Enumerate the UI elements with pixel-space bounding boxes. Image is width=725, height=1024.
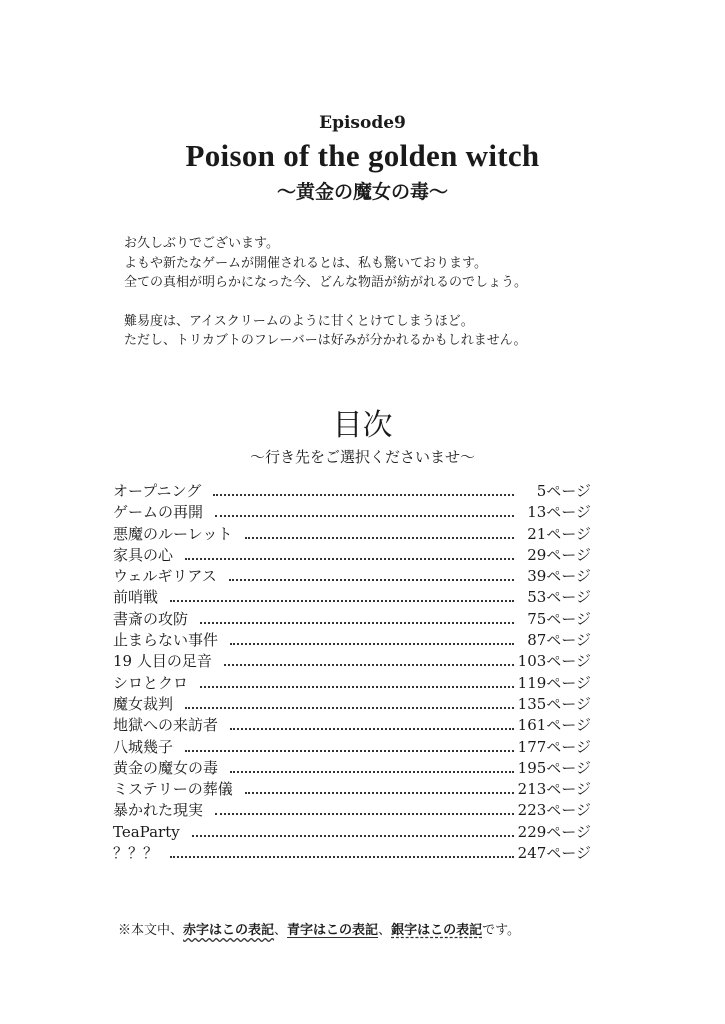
toc-title: 目次 — [332, 408, 393, 443]
page-number: 21 — [527, 524, 547, 543]
page-suffix: ページ — [546, 545, 591, 564]
dot-leader — [230, 728, 514, 730]
footnote-prefix: ※本文中、 — [118, 923, 184, 938]
page-number: 53 — [527, 588, 547, 607]
toc-item-page — [516, 694, 591, 715]
episode-header — [0, 112, 725, 206]
dot-leader — [170, 856, 514, 858]
page-number: 75 — [527, 609, 547, 628]
episode-subtitle: 〜黄金の魔女の毒〜 — [276, 181, 448, 203]
episode-number: Episode9 — [319, 113, 406, 133]
page-number: 177 — [517, 737, 547, 756]
toc-item-page — [516, 609, 591, 630]
footnote-separator: 、 — [274, 923, 288, 938]
episode-title: Poison of the golden witch — [185, 138, 540, 173]
toc-item-label: ミステリーの葬儀 — [113, 780, 233, 799]
toc-item-page — [516, 587, 591, 608]
page-number: 5 — [536, 482, 547, 500]
toc-item-label: シロとクロ — [113, 673, 189, 692]
footnote-suffix: です。 — [482, 923, 521, 938]
toc-item[interactable] — [113, 481, 591, 502]
dot-leader — [192, 835, 515, 837]
toc-item-label: 悪魔のルーレット — [113, 524, 233, 543]
red-text-example: 赤字はこの表記 — [183, 923, 275, 938]
page-suffix: ページ — [546, 588, 591, 607]
toc-item-label: ゲームの再開 — [113, 503, 204, 522]
page-suffix: ページ — [546, 716, 591, 735]
toc-item-page — [516, 843, 591, 864]
page-number: 161 — [517, 716, 547, 735]
toc-item[interactable] — [113, 673, 591, 694]
toc-item-label: ？？？ — [113, 844, 159, 863]
toc-item[interactable] — [113, 566, 591, 587]
dot-leader — [215, 515, 514, 517]
page-number: 29 — [527, 545, 547, 564]
toc-item[interactable] — [113, 822, 591, 843]
toc-item[interactable] — [113, 630, 591, 651]
toc-item-label: 黄金の魔女の毒 — [113, 758, 219, 777]
toc-item-label: オープニング — [113, 482, 202, 500]
page-number: 229 — [517, 822, 547, 841]
page-suffix: ページ — [546, 822, 591, 841]
toc-item[interactable] — [113, 694, 591, 715]
dot-leader — [200, 622, 514, 624]
toc-item-page — [516, 779, 591, 800]
page-number: 135 — [517, 694, 547, 713]
page-suffix: ページ — [546, 567, 591, 586]
toc-item-label: TeaParty — [113, 822, 180, 841]
toc-item[interactable] — [113, 587, 591, 608]
page-number: 223 — [517, 801, 547, 820]
toc-item-label: 止まらない事件 — [113, 631, 219, 650]
page-suffix: ページ — [546, 844, 591, 863]
page-suffix: ページ — [546, 801, 591, 820]
toc-item[interactable] — [113, 715, 591, 736]
toc-item-page — [516, 822, 591, 843]
dot-leader — [245, 792, 515, 794]
toc-item-label: 暴かれた現実 — [113, 801, 204, 820]
toc-item[interactable] — [113, 545, 591, 566]
page-suffix: ページ — [546, 503, 591, 522]
toc-item-page — [516, 737, 591, 758]
dot-leader — [245, 537, 515, 539]
blue-text-example: 青字はこの表記 — [287, 923, 379, 938]
footnote — [118, 921, 678, 941]
table-of-contents — [113, 481, 591, 864]
page-suffix: ページ — [546, 737, 591, 756]
page-suffix: ページ — [546, 631, 591, 650]
page-number: 195 — [517, 758, 547, 777]
toc-item[interactable] — [113, 779, 591, 800]
page-suffix: ページ — [546, 780, 591, 799]
toc-item[interactable] — [113, 800, 591, 821]
toc-item-page — [516, 651, 591, 672]
page-number: 103 — [517, 652, 547, 671]
page-number: 213 — [517, 780, 547, 799]
page-suffix: ページ — [546, 609, 591, 628]
toc-item-label: 家具の心 — [113, 545, 174, 564]
dot-leader — [185, 707, 514, 709]
intro-text — [124, 234, 604, 351]
toc-item[interactable] — [113, 843, 591, 864]
intro-line: ただし、トリカブトのフレーバーは好みが分かれるかもしれません。 — [124, 333, 527, 348]
toc-item[interactable] — [113, 651, 591, 672]
dot-leader — [200, 686, 514, 688]
silver-text-example: 銀字はこの表記 — [391, 923, 483, 938]
dot-leader — [230, 771, 514, 773]
dot-leader — [185, 750, 514, 752]
page-suffix: ページ — [546, 694, 591, 713]
dot-leader — [215, 813, 514, 815]
toc-item-page — [516, 566, 591, 587]
dot-leader — [229, 579, 514, 581]
toc-item-page — [516, 502, 591, 523]
toc-item-label: ウェルギリアス — [113, 567, 217, 586]
page-suffix: ページ — [546, 673, 591, 692]
toc-item-page — [516, 715, 591, 736]
page-number: 39 — [527, 567, 547, 586]
intro-line: よもや新たなゲームが開催されるとは、私も驚いております。 — [124, 255, 487, 271]
toc-subtitle: 〜行き先をご選択くださいませ〜 — [249, 448, 475, 466]
page-suffix: ページ — [546, 758, 591, 777]
intro-line: 難易度は、アイスクリームのように甘くとけてしまうほど。 — [124, 313, 474, 329]
page-number: 13 — [527, 503, 547, 522]
toc-item-label: 八城幾子 — [113, 737, 174, 756]
dot-leader — [224, 664, 514, 666]
dot-leader — [185, 558, 514, 560]
page-number: 119 — [517, 673, 547, 692]
toc-item[interactable] — [113, 524, 591, 545]
toc-item[interactable] — [113, 737, 591, 758]
page-number: 247 — [517, 844, 547, 863]
toc-item-page — [516, 545, 591, 566]
page-suffix: ページ — [546, 652, 591, 671]
intro-line: お久しぶりでございます。 — [124, 236, 279, 251]
dot-leader — [213, 494, 514, 496]
toc-item-label: 19 人目の足音 — [113, 652, 212, 671]
toc-item-label: 前哨戦 — [113, 588, 159, 607]
page-number: 87 — [527, 631, 547, 650]
toc-item[interactable] — [113, 609, 591, 630]
toc-item-page — [516, 524, 591, 545]
toc-item[interactable] — [113, 502, 591, 523]
footnote-separator: 、 — [378, 923, 392, 938]
toc-item-page — [516, 630, 591, 651]
page-suffix: ページ — [546, 524, 591, 543]
dot-leader — [230, 643, 514, 645]
toc-item-label: 魔女裁判 — [113, 694, 174, 713]
toc-item-label: 書斎の攻防 — [113, 609, 189, 628]
intro-line: 全ての真相が明らかになった今、どんな物語が紡がれるのでしょう。 — [124, 275, 528, 290]
toc-item-page — [516, 481, 591, 502]
toc-item-page — [516, 758, 591, 779]
toc-item-page — [516, 800, 591, 821]
dot-leader — [170, 600, 514, 602]
toc-item-page — [516, 673, 591, 694]
toc-item-label: 地獄への来訪者 — [113, 716, 219, 735]
toc-item[interactable] — [113, 758, 591, 779]
page-suffix: ページ — [546, 482, 591, 500]
